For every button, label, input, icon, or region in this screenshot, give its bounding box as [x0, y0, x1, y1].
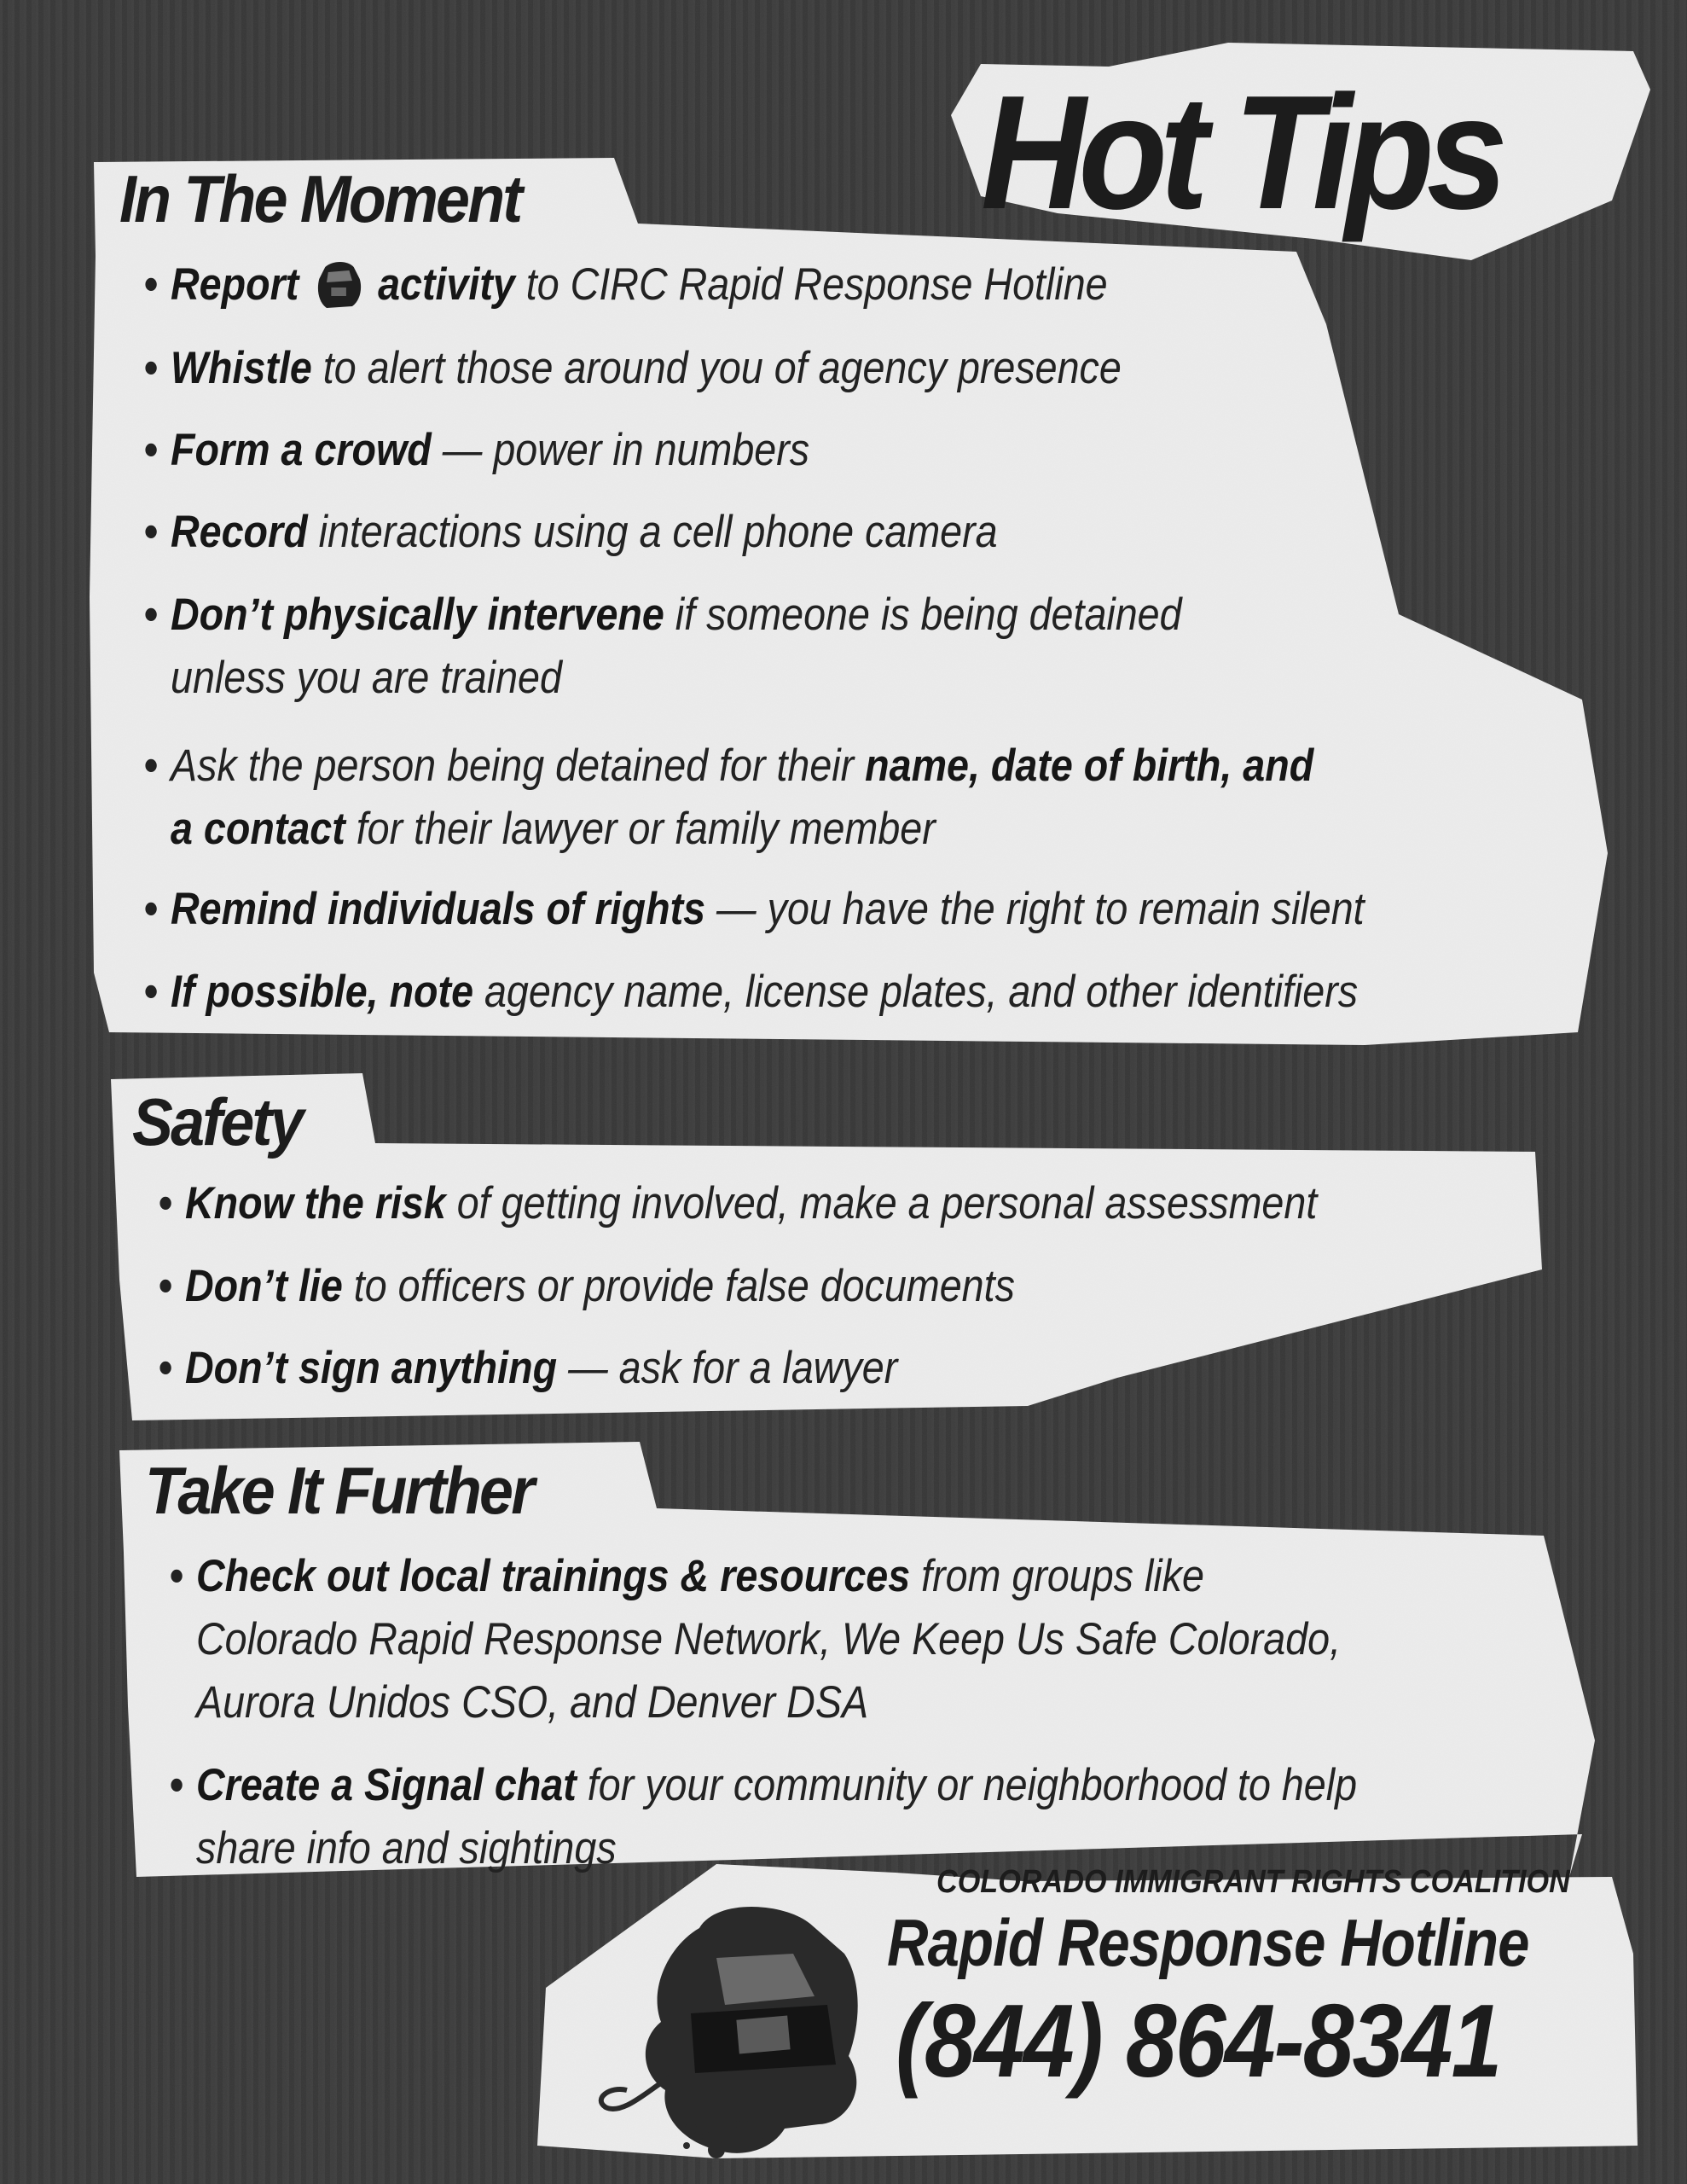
bullet-emphasis: Whistle — [171, 343, 312, 393]
section-heading-in-the-moment: In The Moment — [119, 161, 521, 236]
bullet-text: Ask the person being detained for their — [171, 741, 866, 791]
bullet-emphasis: If possible, note — [171, 967, 474, 1017]
bullet-text: to officers or provide false documents — [342, 1261, 1015, 1311]
section-heading-take-it-further: Take It Further — [145, 1453, 533, 1528]
bullet-dot: • — [158, 1178, 172, 1228]
bullet-dot: • — [158, 1343, 172, 1393]
bullet-item — [158, 1256, 1015, 1317]
bullet-item — [143, 502, 998, 563]
bullet-text: for their lawyer or family member — [345, 804, 936, 854]
bullet-item-continuation — [171, 648, 562, 709]
bullet-text: if someone is being detained — [664, 590, 1182, 640]
bullet-dot: • — [143, 259, 158, 310]
page-title: Hot Tips — [981, 62, 1500, 243]
bullet-emphasis: name, date of birth, and — [865, 741, 1314, 791]
bullet-text: from groups like — [910, 1551, 1204, 1601]
bullet-text: — you have the right to remain silent — [705, 884, 1365, 934]
bullet-dot: • — [143, 884, 158, 934]
bullet-item-continuation — [196, 1818, 617, 1879]
bullet-emphasis: Don’t physically intervene — [171, 590, 664, 640]
bullet-dot: • — [143, 967, 158, 1017]
bullet-item-continuation — [196, 1672, 868, 1734]
bullet-dot: • — [143, 741, 158, 791]
bullet-item-continuation — [171, 799, 936, 860]
bullet-text: to CIRC Rapid Response Hotline — [514, 259, 1108, 310]
bullet-text: — power in numbers — [431, 425, 810, 475]
bullet-dot: • — [169, 1760, 183, 1810]
bullet-item — [143, 420, 810, 481]
bullet-dot: • — [143, 425, 158, 475]
police-car-icon — [315, 260, 362, 310]
bullet-emphasis: Know the risk — [185, 1178, 446, 1228]
bullet-text: of getting involved, make a personal assessment — [445, 1178, 1318, 1228]
bullet-emphasis: activity — [367, 259, 515, 310]
bullet-text: to alert those around you of agency presence — [311, 343, 1122, 393]
bullet-emphasis: Don’t lie — [185, 1261, 343, 1311]
bullet-item — [169, 1546, 1204, 1607]
bullet-item — [143, 254, 1108, 316]
bullet-item — [169, 1755, 1358, 1816]
bullet-text: agency name, license plates, and other identifiers — [473, 967, 1359, 1017]
bullet-emphasis: Remind individuals of rights — [171, 884, 706, 934]
bullet-dot: • — [143, 590, 158, 640]
section-heading-safety: Safety — [132, 1084, 302, 1159]
bullet-emphasis: Don’t sign anything — [185, 1343, 558, 1393]
bullet-text: Aurora Unidos CSO, and Denver DSA — [196, 1677, 869, 1728]
bullet-dot: • — [158, 1261, 172, 1311]
bullet-text: share info and sightings — [196, 1823, 617, 1873]
bullet-item-continuation — [196, 1609, 1341, 1670]
bullet-emphasis: Create a Signal chat — [196, 1760, 577, 1810]
footer-hotline-label: Rapid Response Hotline — [887, 1905, 1529, 1980]
bullet-text: — ask for a lawyer — [557, 1343, 898, 1393]
bullet-emphasis: Form a crowd — [171, 425, 432, 475]
bullet-emphasis: Record — [171, 507, 308, 557]
bullet-dot: • — [143, 343, 158, 393]
bullet-item — [158, 1338, 898, 1399]
bullet-text: for your community or neighborhood to help — [576, 1760, 1358, 1810]
bullet-text: interactions using a cell phone camera — [307, 507, 998, 557]
bullet-dot: • — [143, 507, 158, 557]
bullet-emphasis: Report — [171, 259, 310, 310]
bullet-text: Colorado Rapid Response Network, We Keep Us Safe Colorado, — [196, 1614, 1342, 1664]
footer-phone-number[interactable]: (844) 864-8341 — [896, 1983, 1501, 2099]
bullet-dot: • — [169, 1551, 183, 1601]
bullet-item — [143, 338, 1122, 399]
footer-org-name: COLORADO IMMIGRANT RIGHTS COALITION — [936, 1864, 1570, 1900]
bullet-emphasis: a contact — [171, 804, 345, 854]
burning-police-car-icon — [588, 1894, 904, 2175]
bullet-item — [158, 1173, 1318, 1234]
bullet-item — [143, 961, 1359, 1023]
bullet-item — [143, 584, 1182, 646]
bullet-item — [143, 735, 1314, 797]
bullet-item — [143, 879, 1365, 940]
bullet-emphasis: Check out local trainings & resources — [196, 1551, 911, 1601]
bullet-text: unless you are trained — [171, 653, 562, 703]
